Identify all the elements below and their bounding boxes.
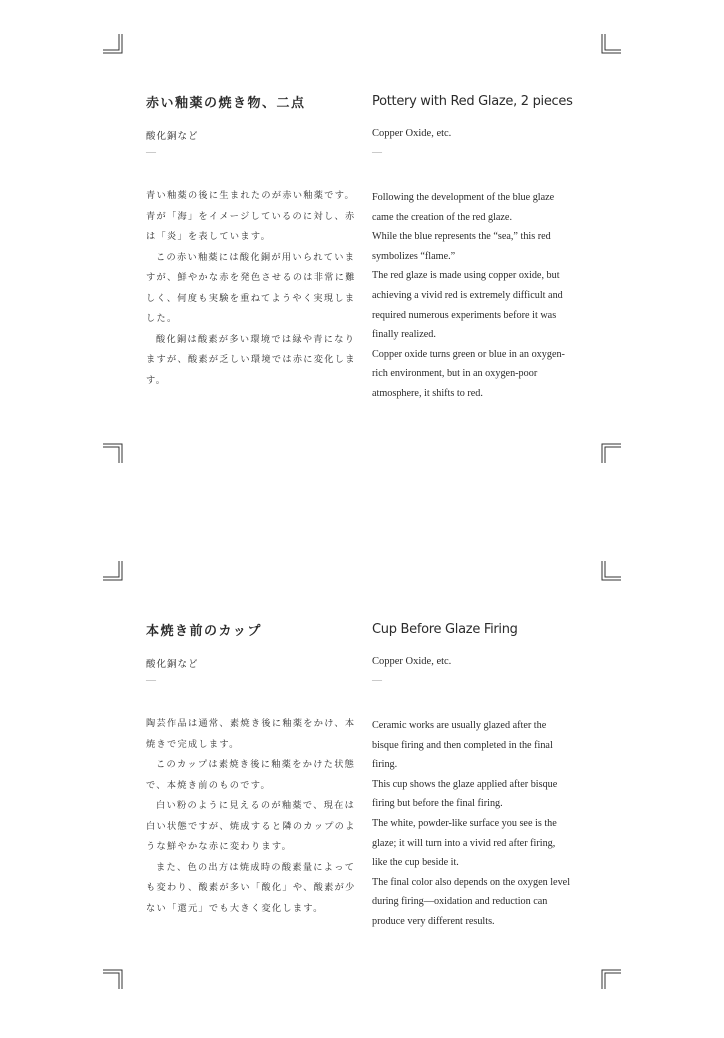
description-japanese [146,714,358,919]
text-line: firing but before the final firing. [372,798,503,810]
text-line: The red glaze is made using copper oxide, but [372,270,560,282]
label-panel-cup-before-firing [0,528,724,1038]
paragraph: 酸化銅は酸素が多い環境では緑や青になりますが、酸素が乏しい環境では赤に変化します。 [146,333,356,386]
text-line: This cup shows the glaze applied after bisque [372,778,558,790]
text-line: While the blue represents the “sea,” this red [372,231,551,243]
text-line: like the cup beside it. [372,857,459,869]
paragraph: このカップは素焼き後に釉薬をかけた状態で、本焼き前のものです。 [146,759,356,791]
title-english: Pottery with Red Glaze, 2 pieces [372,94,573,109]
divider: — [146,675,156,686]
text-line: bisque firing and then completed in the final [372,739,553,751]
title-english: Cup Before Glaze Firing [372,622,518,637]
description-english [372,716,592,932]
text-line: atmosphere, it shifts to red. [372,387,483,399]
text-line: achieving a vivid red is extremely difficult and [372,289,563,301]
material-japanese: 酸化銅など [146,659,199,670]
text-line: during firing—oxidation and reduction can [372,896,548,908]
text-line: The final color also depends on the oxygen level [372,876,571,888]
material-english: Copper Oxide, etc. [372,656,452,667]
paragraph: 陶芸作品は通常、素焼き後に釉薬をかけ、本焼きで完成します。 [146,718,356,750]
divider: — [372,147,382,158]
text-line: required numerous experiments before it was [372,309,557,321]
title-japanese: 本焼き前のカップ [146,624,262,639]
divider: — [146,147,156,158]
divider: — [372,675,382,686]
material-english: Copper Oxide, etc. [372,128,452,139]
description-japanese [146,186,358,391]
text-line: finally realized. [372,329,436,341]
text-line: came the creation of the red glaze. [372,211,512,223]
text-line: rich environment, but in an oxygen-poor [372,368,538,380]
paragraph: 青い釉薬の後に生まれたのが赤い釉薬です。青が「海」をイメージしているのに対し、赤は「炎」を表しています。 [146,190,356,242]
paragraph: また、色の出方は焼成時の酸素量によっても変わり、酸素が多い「酸化」や、酸素が少ない「還元」でも大きく変化します。 [146,861,356,914]
paragraph: 白い粉のように見えるのが釉薬で、現在は白い状態ですが、焼成すると隣のカップのような鮮やかな赤に変わります。 [146,800,356,852]
paragraph: この赤い釉薬には酸化銅が用いられていますが、鮮やかな赤を発色させるのは非常に難しく、何度も実験を重ねてようやく実現しました。 [146,251,356,324]
text-line: Following the development of the blue glaze [372,192,555,203]
label-panel-red-glaze [0,0,724,510]
text-line: firing. [372,759,398,771]
text-line: Ceramic works are usually glazed after the [372,720,547,731]
description-english [372,188,592,404]
text-line: produce very different results. [372,915,495,927]
title-japanese: 赤い釉薬の焼き物、二点 [146,96,306,111]
text-line: glaze; it will turn into a vivid red after firing, [372,837,556,849]
text-line: symbolizes “flame.” [372,250,456,262]
text-line: Copper oxide turns green or blue in an oxygen- [372,348,565,360]
text-line: The white, powder-like surface you see is the [372,817,557,829]
material-japanese: 酸化銅など [146,131,199,142]
